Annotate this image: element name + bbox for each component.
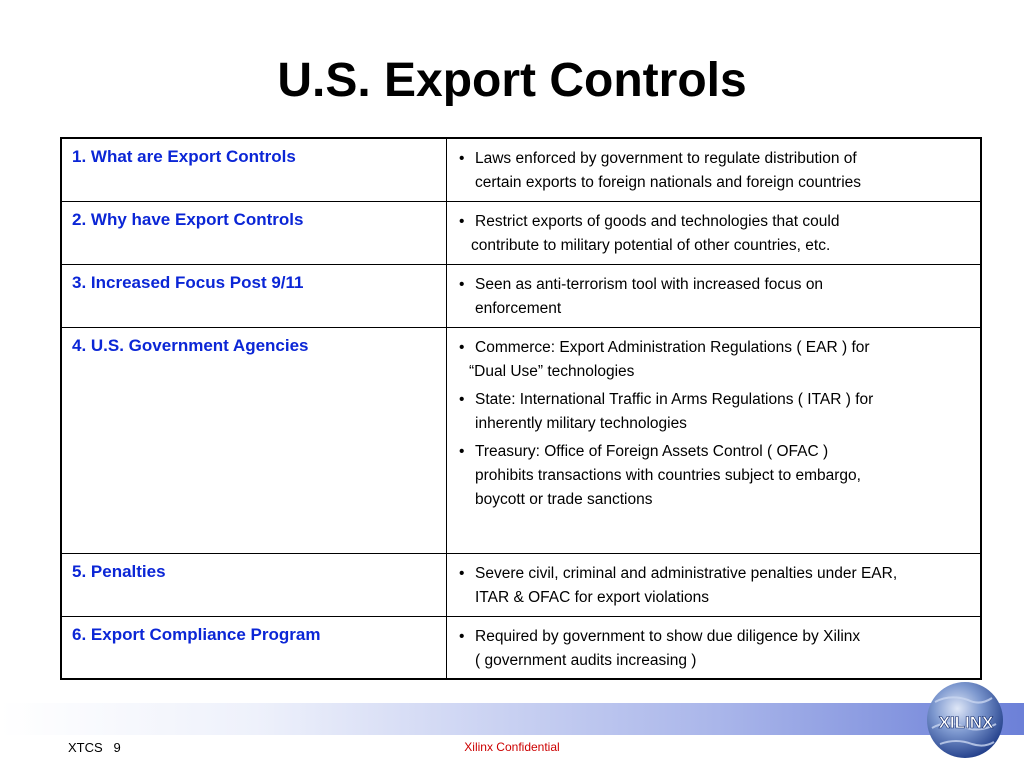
bullet-icon: •: [459, 150, 465, 167]
bullet-text-continued: ITAR & OFAC for export violations: [475, 588, 710, 606]
description-cell: [447, 553, 982, 616]
table-row: [61, 264, 981, 327]
description-cell: [447, 138, 982, 201]
bullet-item: [457, 147, 980, 195]
bullet-item: [457, 210, 980, 258]
footer-slide-number: XTCS 9: [68, 740, 121, 755]
table-row: [61, 616, 981, 679]
slide-title: U.S. Export Controls: [277, 54, 747, 107]
bullet-text: Laws enforced by government to regulate distribution of: [475, 150, 857, 167]
bullet-icon: •: [459, 564, 465, 582]
bullet-text: Restrict exports of goods and technologies that could: [475, 212, 840, 230]
description-cell: [447, 201, 982, 264]
footer-gradient-band: [0, 703, 1024, 735]
bullet-text: Treasury: Office of Foreign Assets Control ( OFAC ): [475, 442, 829, 460]
bullet-icon: •: [459, 275, 465, 293]
description-cell: [447, 327, 982, 553]
description-cell: [447, 616, 982, 679]
xilinx-globe-logo-icon: [910, 680, 1020, 762]
bullet-item: [457, 440, 980, 512]
table-row: [61, 138, 981, 201]
topic-cell: 3. Increased Focus Post 9/11: [61, 264, 447, 327]
bullet-text: State: International Traffic in Arms Regulations ( ITAR ) for: [475, 390, 874, 408]
table-row: [61, 327, 981, 553]
topic-cell: 2. Why have Export Controls: [61, 201, 447, 264]
description-cell: [447, 264, 982, 327]
bullet-text: Severe civil, criminal and administrative penalties under EAR,: [475, 564, 898, 582]
logo-text: XILINX: [938, 713, 994, 732]
topic-cell: 6. Export Compliance Program: [61, 616, 447, 679]
bullet-icon: •: [459, 338, 465, 356]
footer-confidential: Xilinx Confidential: [464, 740, 560, 754]
bullet-item: [457, 336, 980, 384]
bullet-icon: •: [459, 442, 465, 460]
bullet-text-continued: inherently military technologies: [475, 414, 687, 432]
bullet-text-continued: contribute to military potential of other countries, etc.: [471, 236, 831, 254]
bullet-text-continued: ( government audits increasing ): [475, 651, 697, 669]
topic-cell: 1. What are Export Controls: [61, 138, 447, 201]
bullet-text: Required by government to show due diligence by Xilinx: [475, 627, 861, 645]
bullet-item: [457, 273, 980, 321]
bullet-item: [457, 625, 980, 673]
table-row: [61, 201, 981, 264]
bullet-item: [457, 562, 980, 610]
bullet-item: [457, 388, 980, 436]
bullet-text: Commerce: Export Administration Regulations ( EAR ) for: [475, 338, 870, 356]
bullet-icon: •: [459, 212, 465, 230]
bullet-icon: •: [459, 390, 465, 408]
bullet-text: Seen as anti-terrorism tool with increased focus on: [475, 275, 824, 293]
bullet-text-continued: prohibits transactions with countries subject to embargo,: [475, 466, 861, 484]
bullet-text-continued: boycott or trade sanctions: [475, 490, 653, 508]
bullet-text-continued: enforcement: [475, 299, 562, 317]
export-controls-table: [60, 137, 982, 680]
topic-cell: 5. Penalties: [61, 553, 447, 616]
topic-cell: 4. U.S. Government Agencies: [61, 327, 447, 553]
bullet-text-continued: “Dual Use” technologies: [469, 362, 635, 380]
bullet-text-continued: certain exports to foreign nationals and foreign countries: [475, 174, 862, 191]
table-row: [61, 553, 981, 616]
bullet-icon: •: [459, 627, 465, 645]
